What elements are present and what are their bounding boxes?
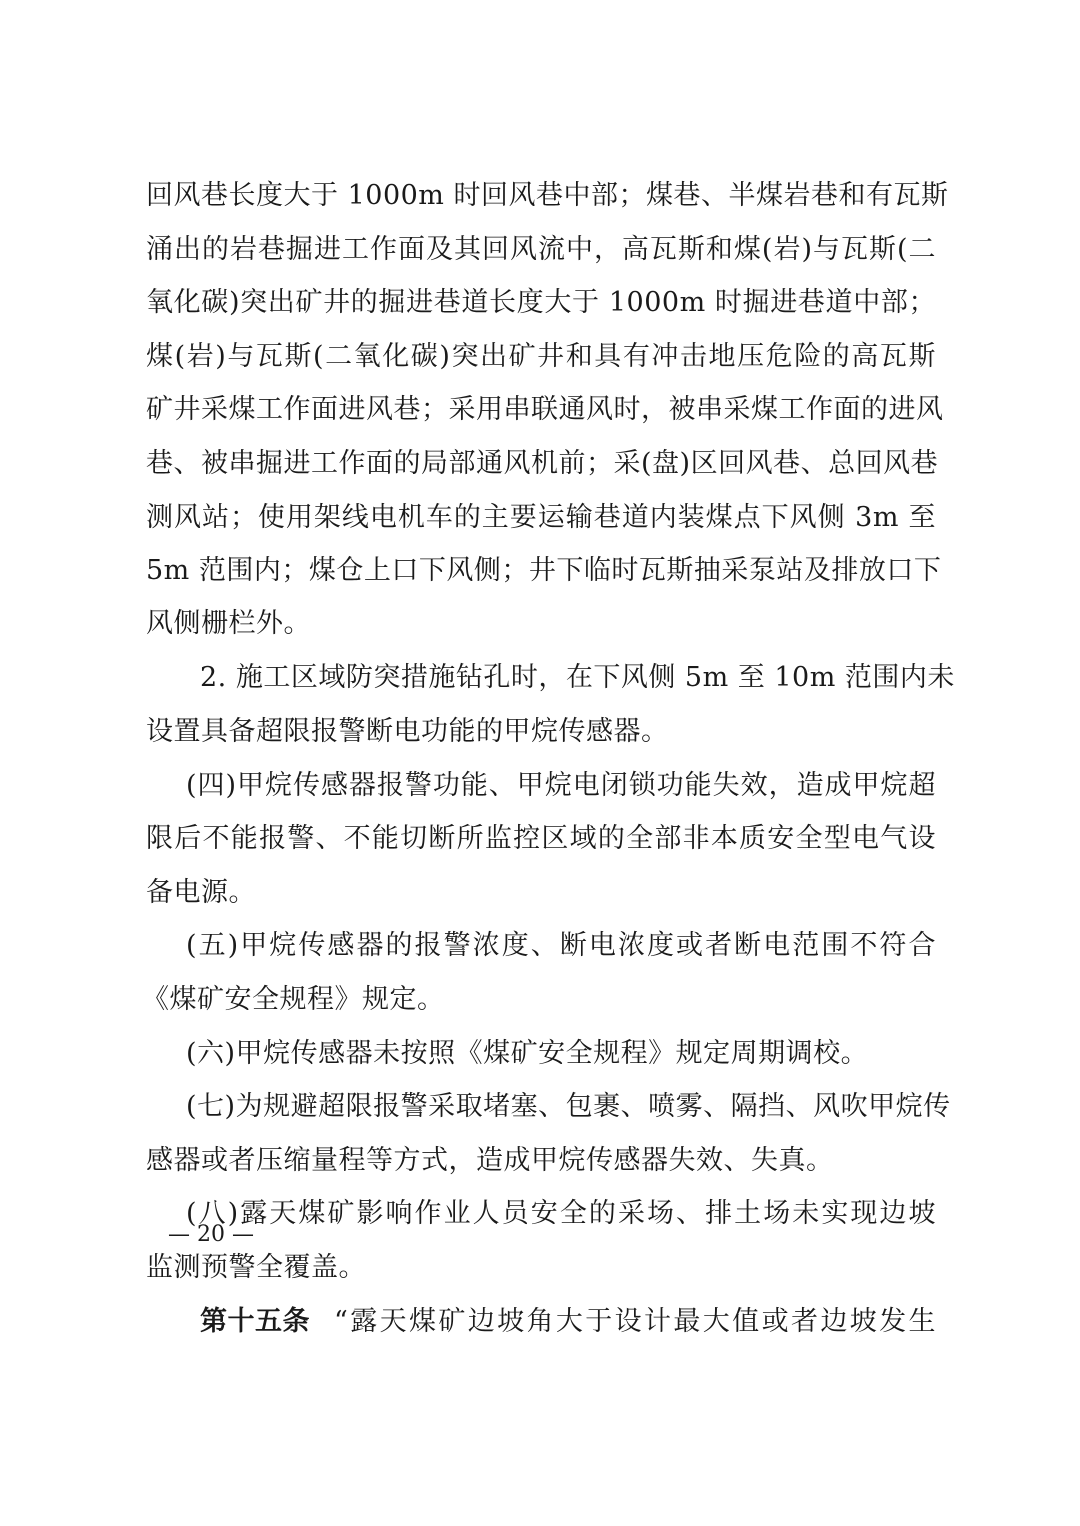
text-line: 涌出的岩巷掘进工作面及其回风流中，高瓦斯和煤(岩)与瓦斯(二 xyxy=(146,234,936,265)
article-heading xyxy=(200,1304,310,1340)
text-line: 备电源。 xyxy=(146,877,256,908)
text-line: 回风巷长度大于 1000m 时回风巷中部；煤巷、半煤岩巷和有瓦斯 xyxy=(146,180,949,211)
text-line: (六)甲烷传感器未按照《煤矿安全规程》规定周期调校。 xyxy=(186,1038,869,1069)
text-line: 设置具备超限报警断电功能的甲烷传感器。 xyxy=(146,716,669,747)
text-line: 巷、被串掘进工作面的局部通风机前；采(盘)区回风巷、总回风巷 xyxy=(146,448,939,479)
article-text: “露天煤矿边坡角大于设计最大值或者边坡发生 xyxy=(334,1306,936,1337)
page-number: — 20 — xyxy=(168,1222,254,1247)
text-line: 5m 范围内；煤仓上口下风侧；井下临时瓦斯抽采泵站及排放口下 xyxy=(146,555,942,586)
text-line: (四)甲烷传感器报警功能、甲烷电闭锁功能失效，造成甲烷超 xyxy=(186,770,936,801)
text-line: 2. 施工区域防突措施钻孔时，在下风侧 5m 至 10m 范围内未 xyxy=(200,662,955,693)
text-line: 风侧栅栏外。 xyxy=(146,608,311,639)
text-line: 氧化碳)突出矿井的掘进巷道长度大于 1000m 时掘进巷道中部； xyxy=(146,287,936,318)
text-line: 《煤矿安全规程》规定。 xyxy=(142,984,445,1015)
article-number: 第十五条 xyxy=(200,1306,310,1337)
text-line: (八)露天煤矿影响作业人员安全的采场、排土场未实现边坡 xyxy=(186,1198,936,1229)
text-line: (七)为规避超限报警采取堵塞、包裹、喷雾、隔挡、风吹甲烷传 xyxy=(186,1091,951,1122)
text-line: (五)甲烷传感器的报警浓度、断电浓度或者断电范围不符合 xyxy=(186,930,936,961)
text-line: 矿井采煤工作面进风巷；采用串联通风时，被串采煤工作面的进风 xyxy=(146,394,944,425)
text-line: 监测预警全覆盖。 xyxy=(146,1252,366,1283)
text-line: 测风站；使用架线电机车的主要运输巷道内装煤点下风侧 3m 至 xyxy=(146,502,936,533)
text-line: 煤(岩)与瓦斯(二氧化碳)突出矿井和具有冲击地压危险的高瓦斯 xyxy=(146,341,936,372)
text-line: 限后不能报警、不能切断所监控区域的全部非本质安全型电气设 xyxy=(146,823,936,854)
text-line: 感器或者压缩量程等方式，造成甲烷传感器失效、失真。 xyxy=(146,1145,834,1176)
